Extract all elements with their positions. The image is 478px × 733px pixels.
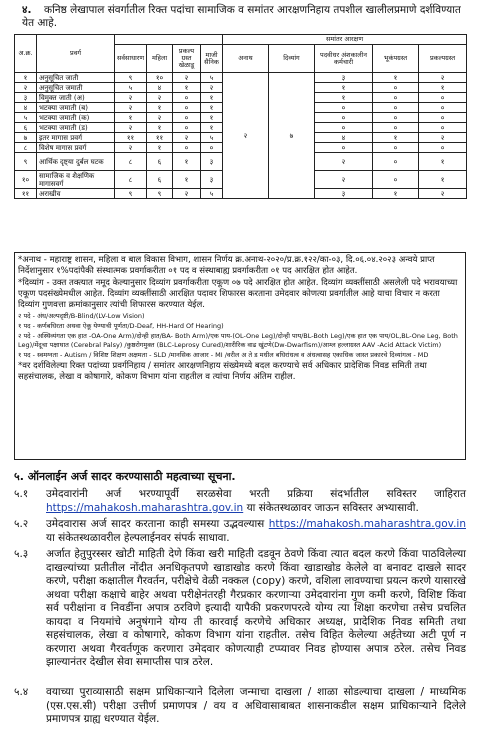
section-5-title: ५. ऑनलाईन अर्ज सादर करण्यासाठी महत्वाच्या सूचना.: [14, 470, 236, 483]
cell-project-victim: ०: [419, 143, 467, 153]
item-text: उमेदवारांनी अर्ज भरण्यापूर्वी सरळसेवा भरती प्रक्रिया संदर्भातील सविस्तर जाहिरात: [46, 488, 466, 500]
section-4-heading: [22, 4, 470, 30]
note-disabled: *दिव्यांग - उक्त तक्त्यात नमूद केल्यानुसार दिव्यांग प्रवर्गाकरीता एकूण ०७ पदे आरक्षित होत आहेत. दिव्यांग व्यक्तींसाठी असलेली पदे भरावयाच्या एकूण पदसंख्येमधील आहेत. दिव्यांग व्यक्तींसाठी आरक्षित पदावर शिफारस करताना उमेदवार कोणत्या प्रवर्गातील आहे याचा विचार न करता दिव्यांग गुणवत्ता क्रमांकानुसार त्यांची शिफारस करण्यात येईल.: [18, 278, 458, 310]
website-link[interactable]: https://mahakosh.maharashtra.gov.in: [268, 518, 466, 530]
cell-earthquake: १: [373, 133, 419, 143]
cell-project-affected: १: [173, 83, 201, 93]
cell-part-time: १: [315, 83, 373, 93]
item-text: अर्जात हेतुपुरस्सर खोटी माहिती देणे किंवा खरी माहिती दडवून ठेवणे किंवा त्यात बदल करणे किंवा पाठविलेल्या दाखल्यांच्या प्रतीतील नोंदीत अनधिकृतपणे खाडाखोड करणे किंवा खाडाखोड केलेले वा बनावट दाखले सादर करणे, परीक्षा कक्षातील गैरवर्तन, परीक्षेचे वेळी नक्कल (copy) करणे, वशिला लावण्याचा प्रयत्न करणे यासारखे अथवा परीक्षा कक्षाचे बाहेर अथवा परीक्षेनंतरही गैरप्रकार करणाऱ्या उमेदवारांना गुण कमी करणे, विशिष्ट किंवा सर्व परीक्षांना व निवडींना अपात्र ठरविणे इत्यादी यापैकी प्रकरणपरत्वे योग्य त्या शिक्षा करणेचा तसेच प्रचलित कायदा व नियमांचे अनुषंगाने योग्य ती कारवाई करणेचे अधिकार अध्यक्ष, प्रादेशिक निवड समिती तथा सहसंचालक, लेखा व कोषागारे, कोकण विभाग यांना राहतील. तसेच विहित केलेल्या अर्हतेच्या अटी पूर्ण न करणारा अथवा गैरवर्तणूक करणारा उमेदवार कोणत्याही टप्प्यावर निवड होण्यास अपात्र ठरेल. तसेच निवड झाल्यानंतर देखील सेवा समाप्तीस पात्र ठरेल.: [46, 548, 466, 668]
cell-women: १: [147, 143, 173, 153]
cell-women: ९: [147, 189, 173, 199]
header-earthquake: भूकंपग्रस्त: [373, 45, 419, 73]
cell-project-victim: २: [419, 133, 467, 143]
cell-general: ८: [115, 171, 147, 189]
cell-project-victim: १: [419, 153, 467, 171]
cell-part-time: ०: [315, 123, 373, 133]
row-category: भटक्या जमाती (ड): [37, 123, 115, 133]
row-sr: १०: [15, 171, 37, 189]
row-category: भटक्या जमाती (क): [37, 113, 115, 123]
note-autism: १ पद - स्वमग्नता - Autism / विशिष्ट शिक्षण अक्षमता - SLD /मानसिक आजार - MI /वरील अ ते ड मधील बधिरांधत्व व अंधत्वासह एकाधिक जास्त प्रकारचे दिव्यांगत्व - MD: [18, 351, 429, 359]
cell-women: २: [147, 93, 173, 103]
cell-project-victim: १: [419, 83, 467, 93]
cell-earthquake: ०: [373, 123, 419, 133]
row-sr: ११: [15, 189, 37, 199]
cell-earthquake: १: [373, 73, 419, 83]
cell-part-time: १: [315, 93, 373, 103]
item-number: ५.३: [14, 548, 29, 560]
cell-ex-servicemen: ०: [201, 143, 223, 153]
header-parallel: समांतर आरक्षण: [223, 35, 467, 45]
cell-project-affected: ०: [173, 123, 201, 133]
cell-project-affected: ०: [173, 143, 201, 153]
row-sr: ४: [15, 103, 37, 113]
cell-general: ८: [115, 153, 147, 171]
cell-general: १: [115, 113, 147, 123]
cell-ex-servicemen: ३: [201, 171, 223, 189]
item-number: ५.१: [14, 488, 29, 500]
note-deaf: १ पद - कर्णबधिरता अथवा ऐकू येण्याची पूर्णता/D-Deaf, HH-Hard Of Hearing): [18, 322, 224, 330]
item-number: ५.४: [14, 686, 29, 698]
cell-women: १: [147, 103, 173, 113]
row-sr: १: [15, 73, 37, 83]
cell-project-affected: ०: [173, 113, 201, 123]
cell-project-affected: २: [173, 189, 201, 199]
header-category: प्रवर्ग: [37, 35, 115, 73]
row-sr: ८: [15, 143, 37, 153]
header-women: महिला: [147, 45, 173, 73]
note-rights: *वर दर्शविलेल्या रिक्त पदांच्या प्रवर्गनिहाय / समांतर आरक्षणनिहाय संख्येमध्ये बदल करण्याचे सर्व अधिकार प्रादेशिक निवड समिती तथा सहसंचालक, लेखा व कोषागारे, कोकण विभाग यांना राहतील व त्यांचा निर्णय अंतिम राहील.: [18, 361, 427, 382]
row-sr: ९: [15, 153, 37, 171]
cell-earthquake: ०: [373, 93, 419, 103]
cell-ex-servicemen: २: [201, 83, 223, 93]
cell-project-victim: १: [419, 171, 467, 189]
note-orphan: *अनाथ - महाराष्ट्र शासन, महिला व बाल विकास विभाग, शासन निर्णय क्र.अनाथ-२०२०/प्र.क्र.१२२/का-०३, दि.०६.०४.२०२३ अन्वये प्राप्त निर्देशानुसार १%पदांपैकी संस्थात्मक प्रवर्गाकरीता ०१ पद व संस्थाबाह्य प्रवर्गाकरीता ०१ पद आरक्षित होत आहेत.: [18, 255, 435, 276]
row-category: अनुसूचित जमाती: [37, 83, 115, 93]
cell-women: ४: [147, 83, 173, 93]
row-sr: ६: [15, 123, 37, 133]
note-blind: २ पदे - अंध/अल्पदृष्टी/B-Blind/(LV-Low Vision): [18, 312, 145, 320]
header-ex-servicemen: माजी सैनिक: [201, 45, 223, 73]
cell-project-affected: २: [173, 133, 201, 143]
cell-project-affected: १: [173, 171, 201, 189]
cell-project-victim: २: [419, 73, 467, 83]
header-disabled: दिव्यांग: [269, 45, 315, 73]
cell-part-time: २: [315, 153, 373, 171]
cell-ex-servicemen: १: [201, 113, 223, 123]
cell-ex-servicemen: १: [201, 103, 223, 113]
cell-project-victim: ०: [419, 123, 467, 133]
row-sr: ३: [15, 93, 37, 103]
cell-women: १०: [147, 73, 173, 83]
cell-project-victim: २: [419, 189, 467, 199]
item-text: या संकेतस्थळावर जाऊन सविस्तर अभ्यासावी.: [246, 501, 419, 514]
row-category: अराखीव: [37, 189, 115, 199]
cell-earthquake: ०: [373, 83, 419, 93]
cell-ex-servicemen: ३: [201, 153, 223, 171]
row-category: इतर मागास प्रवर्ग: [37, 133, 115, 143]
cell-earthquake: ०: [373, 103, 419, 113]
cell-earthquake: १: [373, 189, 419, 199]
notes-box: [14, 252, 466, 460]
row-category: विशेष मागास प्रवर्ग: [37, 143, 115, 153]
cell-general: ९: [115, 189, 147, 199]
cell-ex-servicemen: ५: [201, 189, 223, 199]
row-sr: ७: [15, 133, 37, 143]
cell-general: ९: [115, 73, 147, 83]
cell-general: २: [115, 123, 147, 133]
cell-general: २: [115, 143, 147, 153]
cell-part-time: ०: [315, 113, 373, 123]
section-4-text: कनिष्ठ लेखापाल संवर्गातील रिक्त पदांचा सामाजिक व समांतर आरक्षणनिहाय तपशील खालीलप्रमाणे दर्शविण्यात येत आहे.: [22, 4, 461, 29]
cell-part-time: ४: [315, 133, 373, 143]
cell-ex-servicemen: १: [201, 93, 223, 103]
row-category: सामाजिक व शैक्षणिक मागासवर्ग: [37, 171, 115, 189]
item-5-3: [14, 548, 466, 670]
row-category: भटक्या जमाती (ब): [37, 103, 115, 113]
cell-part-time: ०: [315, 143, 373, 153]
cell-part-time: ३: [315, 189, 373, 199]
row-category: आर्थिक दृष्ट्या दुर्बल घटक: [37, 153, 115, 171]
cell-general: ११: [115, 133, 147, 143]
header-orphan: अनाथ: [223, 45, 269, 73]
cell-general: २: [115, 103, 147, 113]
header-project-victim: प्रकल्पग्रस्त: [419, 45, 467, 73]
cell-earthquake: ०: [373, 171, 419, 189]
header-general: सर्वसाधारण: [115, 45, 147, 73]
cell-earthquake: ०: [373, 143, 419, 153]
cell-project-victim: ०: [419, 93, 467, 103]
cell-women: २: [147, 113, 173, 123]
header-sr: अ.क्र.: [15, 35, 37, 73]
cell-part-time: ०: [315, 103, 373, 113]
cell-project-affected: १: [173, 153, 201, 171]
cell-orphan: २: [223, 73, 269, 199]
item-number: ५.२: [14, 518, 29, 530]
row-category: अनुसूचित जाती: [37, 73, 115, 83]
item-text: वयाच्या पुराव्यासाठी सक्षम प्राधिकाऱ्याने दिलेला जन्माचा दाखला / शाळा सोडल्याचा दाखला / माध्यमिक (एस.एस.सी) परीक्षा उत्तीर्ण प्रमाणपत्र / वय व अधिवासाबाबत शासनाकडील सक्षम प्राधिकाऱ्याने दिलेले प्रमाणपत्र ग्राह्य धरण्यात येईल.: [46, 686, 466, 725]
cell-project-victim: ०: [419, 113, 467, 123]
table-row: [15, 73, 467, 83]
header-blank: [115, 35, 223, 45]
header-part-time: पदवीधर अंशकालीन कर्मचारी: [315, 45, 373, 73]
cell-women: १: [147, 123, 173, 133]
cell-project-affected: ०: [173, 93, 201, 103]
note-locomotor: २ पदे - अस्थिव्यंगता एक हात -OA-One Arm)/दोन्ही हात/BA- Both Arm)/एक पाय-(OL-One Leg)/दोन्ही पाय/BL-Both Leg)/एक हात एक पाय/OL,BL-One Leg, Both Leg)/मेंदूचा पक्षाघात (Cerebral Palsy) /कुष्ठरोगमुक्त (BLC-Leprosy Cured)/शारीरिक वाढ खुंटणे(Dw-Dwarfism)/आम्ल हल्लाग्रस्त AAV -Acid Attack Victim): [18, 332, 458, 349]
cell-ex-servicemen: ५: [201, 73, 223, 83]
item-5-2: [14, 518, 466, 545]
cell-earthquake: ०: [373, 153, 419, 171]
row-sr: २: [15, 83, 37, 93]
cell-earthquake: ०: [373, 113, 419, 123]
item-5-1: [14, 488, 466, 515]
cell-women: ११: [147, 133, 173, 143]
row-category: विमुक्त जाती (अ): [37, 93, 115, 103]
cell-part-time: २: [315, 171, 373, 189]
cell-general: ५: [115, 83, 147, 93]
header-project-affected: प्रकल्प ग्रस्त खेळाडू: [173, 45, 201, 73]
website-link[interactable]: https://mahakosh.maharashtra.gov.in: [46, 501, 244, 514]
item-text: या संकेतस्थळावरील हेल्पलाईनवर संपर्क साधावा.: [46, 531, 230, 544]
section-4-number: ४.: [22, 4, 32, 16]
cell-women: ६: [147, 153, 173, 171]
cell-general: २: [115, 93, 147, 103]
cell-project-victim: ०: [419, 103, 467, 113]
item-5-4: [14, 686, 466, 727]
cell-women: ६: [147, 171, 173, 189]
cell-project-affected: ०: [173, 103, 201, 113]
row-sr: ५: [15, 113, 37, 123]
cell-ex-servicemen: ५: [201, 133, 223, 143]
cell-project-affected: २: [173, 73, 201, 83]
cell-part-time: ३: [315, 73, 373, 83]
item-text: उमेदवारास अर्ज सादर करताना काही समस्या उद्भवल्यास: [46, 518, 265, 530]
reservation-table: [14, 34, 467, 199]
cell-disabled: ७: [269, 73, 315, 199]
cell-ex-servicemen: १: [201, 123, 223, 133]
